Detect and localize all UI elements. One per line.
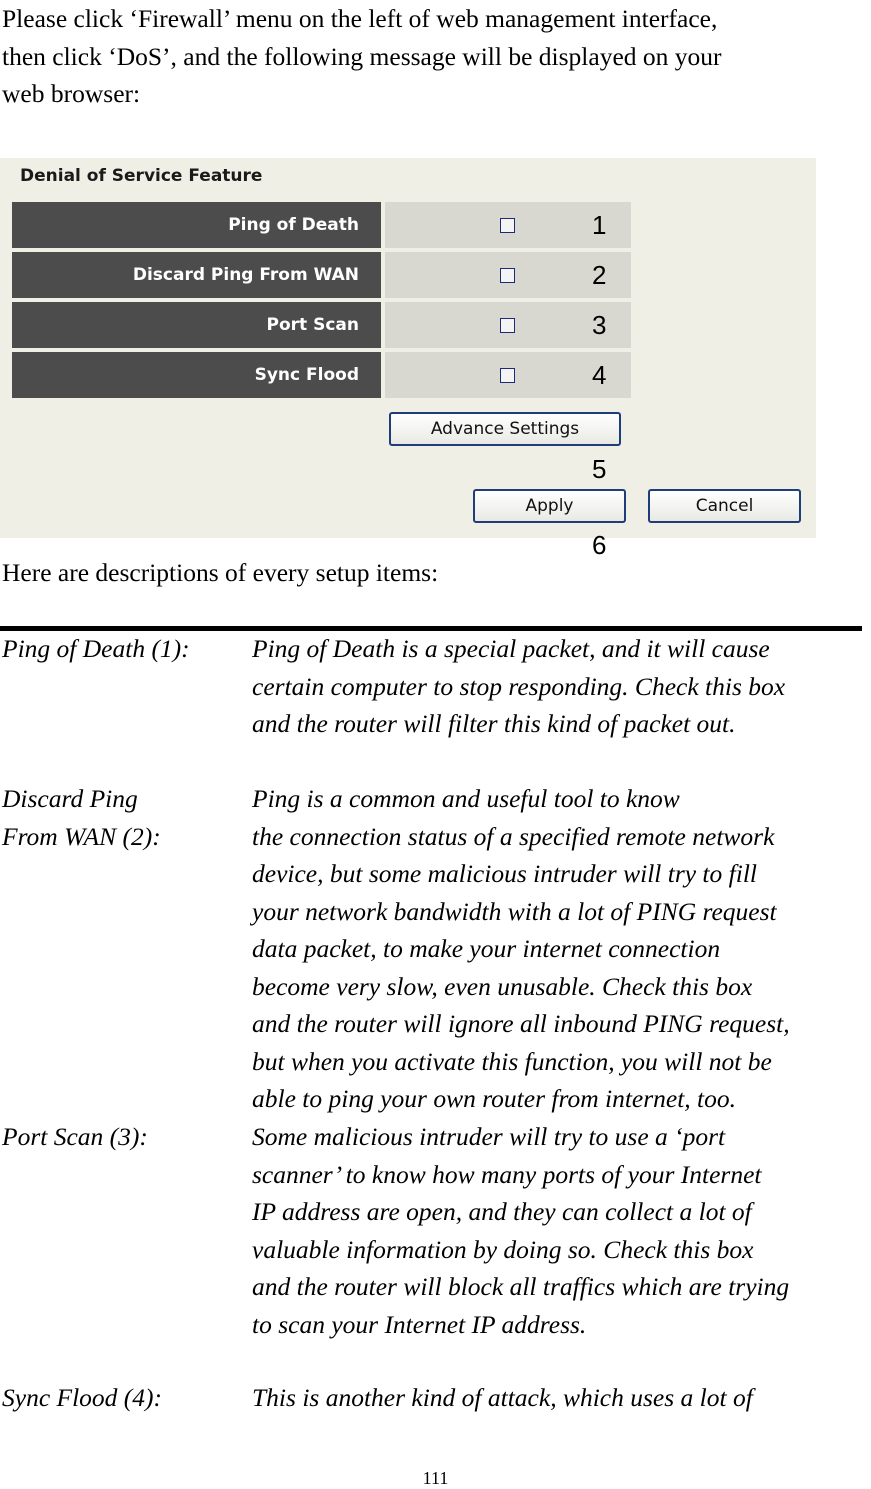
port-scan-checkbox[interactable]: [500, 318, 515, 333]
desc-line: to scan your Internet IP address.: [252, 1309, 587, 1339]
advance-settings-button[interactable]: Advance Settings: [389, 412, 621, 446]
desc-line: and the router will block all traffics which are trying: [252, 1272, 790, 1301]
desc-line: your network bandwidth with a lot of PING request: [252, 896, 777, 926]
callout-6: 6: [592, 530, 607, 560]
term-line: Ping of Death (1):: [2, 634, 190, 663]
callout-5: 5: [592, 454, 607, 484]
dos-settings-panel: [0, 158, 816, 538]
row-label-discard-ping-from-wan: Discard Ping From WAN: [12, 252, 381, 298]
term-line: Port Scan (3):: [2, 1122, 148, 1151]
callout-3: 3: [592, 310, 607, 340]
ping-of-death-checkbox[interactable]: [500, 218, 515, 233]
row-label-sync-flood: Sync Flood: [12, 352, 381, 398]
cancel-button[interactable]: Cancel: [648, 489, 801, 523]
panel-title: Denial of Service Feature: [20, 166, 263, 186]
intro-line-1: Please click ‘Firewall’ menu on the left of web management interface,: [2, 4, 718, 33]
row-label-port-scan: Port Scan: [12, 302, 381, 348]
term-line: From WAN (2):: [2, 821, 161, 851]
sync-flood-checkbox[interactable]: [500, 368, 515, 383]
page-number: 111: [422, 1468, 449, 1488]
apply-button[interactable]: Apply: [473, 489, 626, 523]
desc-line: Ping of Death is a special packet, and it will cause: [252, 634, 770, 663]
desc-line: Some malicious intruder will try to use a ‘port: [252, 1122, 726, 1151]
intro-line-2: then click ‘DoS’, and the following message will be displayed on your: [2, 41, 722, 71]
term-line: Discard Ping: [2, 784, 138, 813]
desc-line: but when you activate this function, you will not be: [252, 1046, 772, 1076]
desc-line: the connection status of a specified remote network: [252, 821, 775, 851]
term-ping-of-death: [2, 630, 190, 668]
callout-1: 1: [592, 210, 607, 240]
desc-line: valuable information by doing so. Check this box: [252, 1234, 754, 1264]
intro-paragraph: [2, 0, 862, 113]
desc-port-scan: [252, 1118, 871, 1343]
desc-line: data packet, to make your internet connection: [252, 934, 721, 963]
desc-line: and the router will filter this kind of packet out.: [252, 709, 736, 738]
term-sync-flood: [2, 1379, 162, 1417]
desc-line: Ping is a common and useful tool to know: [252, 784, 680, 813]
desc-line: scanner’ to know how many ports of your Internet: [252, 1159, 762, 1189]
desc-discard-ping-from-wan: [252, 780, 871, 1118]
desc-line: device, but some malicious intruder will try to fill: [252, 859, 757, 888]
desc-line: IP address are open, and they can collect a lot of: [252, 1197, 752, 1226]
desc-ping-of-death: [252, 630, 871, 743]
desc-line: and the router will ignore all inbound PING request,: [252, 1009, 790, 1038]
desc-sync-flood: [252, 1379, 871, 1417]
desc-line: able to ping your own router from internet, too.: [252, 1084, 737, 1113]
intro-line-3: web browser:: [2, 79, 141, 108]
callout-2: 2: [592, 260, 607, 290]
term-discard-ping-from-wan: [2, 780, 161, 855]
desc-line: certain computer to stop responding. Check this box: [252, 671, 786, 701]
descriptions-intro: Here are descriptions of every setup items:: [2, 558, 439, 587]
desc-line: This is another kind of attack, which uses a lot of: [252, 1383, 753, 1412]
discard-ping-from-wan-checkbox[interactable]: [500, 268, 515, 283]
row-label-ping-of-death: Ping of Death: [12, 202, 381, 248]
term-port-scan: [2, 1118, 148, 1156]
desc-line: become very slow, even unusable. Check this box: [252, 971, 753, 1001]
term-line: Sync Flood (4):: [2, 1383, 163, 1412]
callout-4: 4: [592, 360, 607, 390]
